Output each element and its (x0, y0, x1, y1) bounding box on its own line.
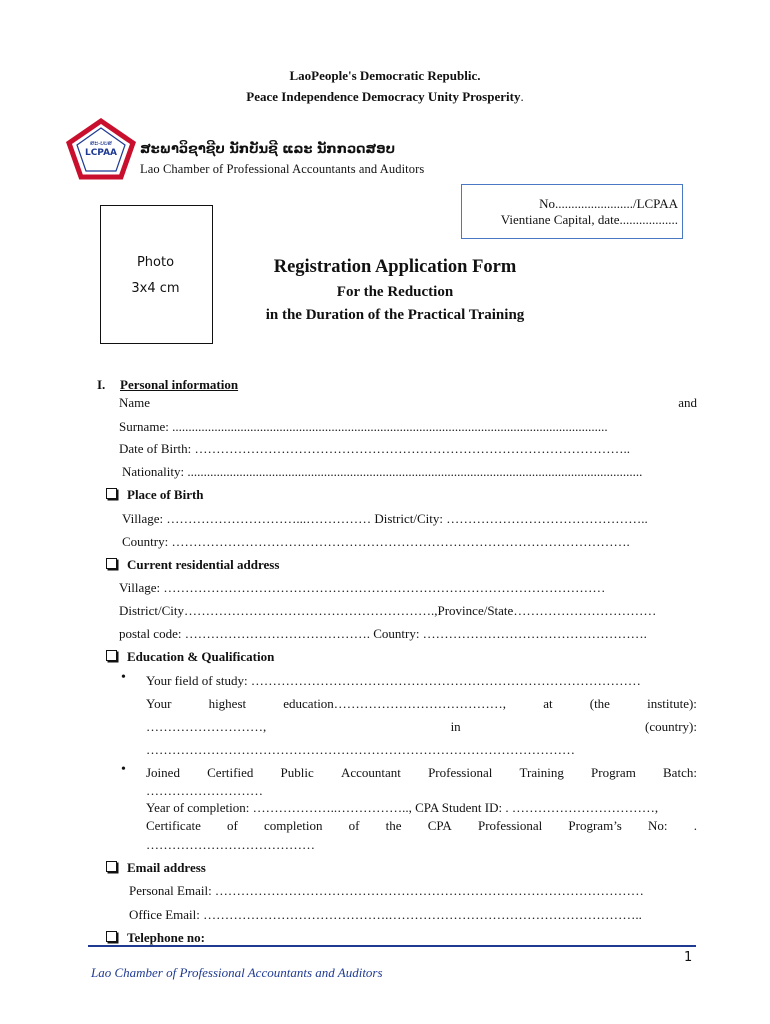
certificate-dots[interactable]: ………………………………… (146, 837, 315, 852)
highest-education-line[interactable]: Your highest education…………………………………, at (the institute): (146, 696, 697, 711)
dob-field[interactable]: Date of Birth: ……………………………………………………………………………………….. (119, 441, 630, 456)
bullet-icon: • (121, 762, 126, 777)
education-dots-line[interactable]: ……………………………………………………………………………………… (146, 742, 575, 757)
checkbox-icon[interactable] (106, 558, 117, 569)
form-subtitle-2: in the Duration of the Practical Training (265, 307, 525, 323)
place-of-birth-heading: Place of Birth (106, 487, 204, 503)
cpa-batch-line[interactable]: Joined Certified Public Accountant Professional Training Program Batch: (146, 765, 697, 780)
residence-postal-country-field[interactable]: postal code: ……………………………………. Country: ……………………………………………. (119, 626, 647, 641)
country-name: LaoPeople's Democratic Republic. (289, 68, 481, 83)
national-motto: Peace Independence Democracy Unity Prosperity. (246, 89, 524, 104)
personal-email-field[interactable]: Personal Email: ……………………………………………………………………………………… (129, 883, 644, 898)
certificate-line[interactable]: Certificate of completion of the CPA Professional Program’s No: . (146, 818, 697, 833)
cpa-batch-dots[interactable]: ……………………… (146, 783, 263, 798)
checkbox-icon[interactable] (106, 931, 117, 942)
email-heading: Email address (106, 860, 206, 876)
year-of-completion-field[interactable]: Year of completion: ………………..…………….., CPA Student ID: . ……………………………, (146, 800, 659, 815)
name-line: Name and (119, 395, 697, 410)
residential-address-heading: Current residential address (106, 557, 279, 573)
footer-rule (88, 945, 696, 947)
surname-field[interactable]: Surname: ...................................................................................................................................... (119, 419, 608, 434)
education-country-line[interactable]: ………………………, in (country): (146, 719, 697, 734)
lcpaa-logo: ສະ-ບບສ LCPAA (66, 118, 136, 180)
birth-country-field[interactable]: Country: ……………………………………………………………………………………………. (122, 534, 630, 549)
reference-date: Vientiane Capital, date.................. (500, 212, 678, 227)
checkbox-icon[interactable] (106, 488, 117, 499)
nationality-field[interactable]: Nationality: ............................................................................................................................................ (122, 464, 643, 479)
bullet-icon: • (121, 670, 126, 685)
birth-village-district-field[interactable]: Village: …………………………...…………… District/City: ……………………………………….. (122, 511, 648, 526)
footer-org-name: Lao Chamber of Professional Accountants and Auditors (91, 965, 383, 980)
photo-box: Photo 3x4 cm (100, 205, 213, 344)
field-of-study-field[interactable]: Your field of study: ……………………………………………………………………………… (146, 673, 641, 688)
checkbox-icon[interactable] (106, 861, 117, 872)
form-title: Registration Application Form (273, 257, 517, 277)
logo-text: LCPAA (84, 148, 118, 158)
section-numeral: I. (97, 377, 106, 392)
office-email-field[interactable]: Office Email: …………………………………….………………………………………………….. (129, 907, 642, 922)
telephone-heading: Telephone no: (106, 930, 205, 946)
checkbox-icon[interactable] (106, 650, 117, 661)
org-lao-name: ສະພາວິຊາຊີບ ນັກບັນຊີ ແລະ ນັກກວດສອບ (140, 142, 396, 157)
residence-district-province-field[interactable]: District/City………………………………………………….,Province/State…………………………… (119, 603, 657, 618)
form-subtitle: For the Reduction (336, 284, 454, 300)
reference-number: No......................../LCPAA (539, 196, 678, 211)
reference-box (461, 184, 683, 239)
org-english-name: Lao Chamber of Professional Accountants and Auditors (140, 162, 425, 176)
section-heading: Personal information (120, 377, 239, 392)
residence-village-field[interactable]: Village: ………………………………………………………………………………………… (119, 580, 606, 595)
education-heading: Education & Qualification (106, 649, 274, 665)
page-number: 1 (684, 950, 693, 965)
